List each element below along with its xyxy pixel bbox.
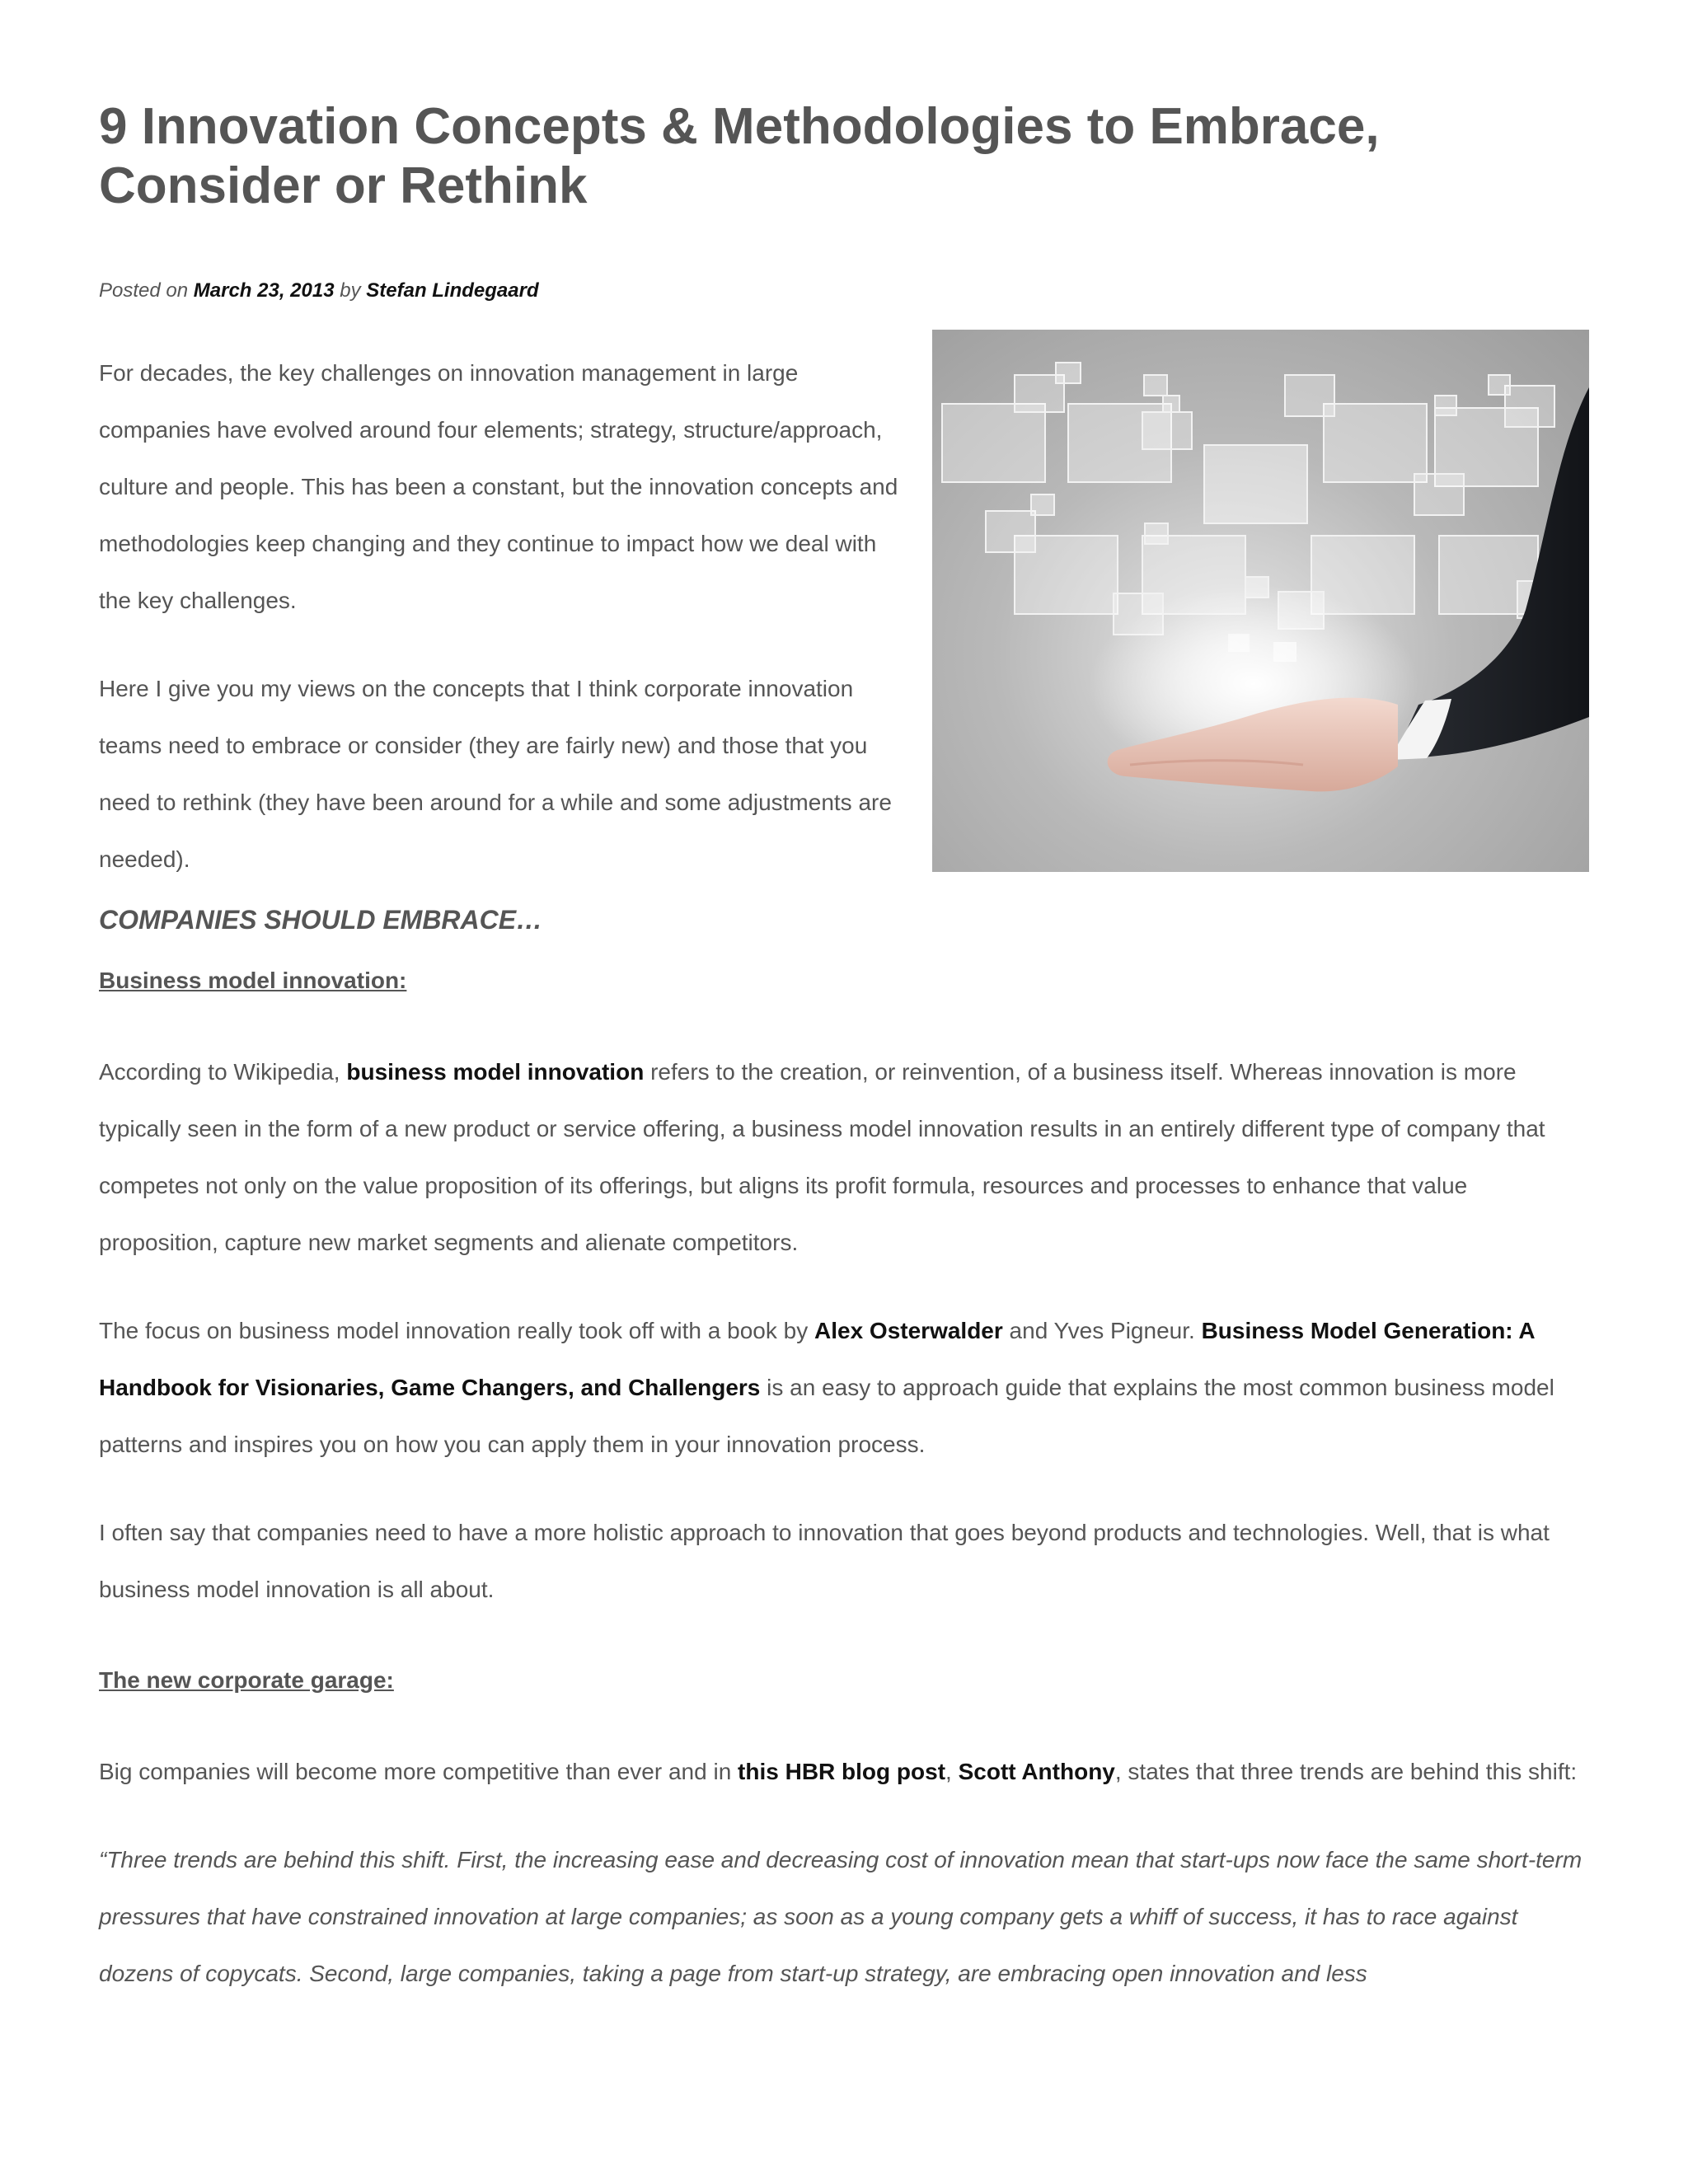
text-run: and Yves Pigneur.: [1002, 1318, 1202, 1343]
hand-screens-illustration: [932, 330, 1589, 872]
hero-image: [932, 330, 1589, 872]
bmi-paragraph-1: [99, 1043, 1589, 1271]
bmi-link[interactable]: business model innovation: [346, 1059, 645, 1085]
text-run: , states that three trends are behind this shift:: [1114, 1759, 1578, 1784]
section-heading-embrace: COMPANIES SHOULD EMBRACE…: [99, 905, 543, 935]
text-run: According to Wikipedia,: [99, 1059, 347, 1085]
posted-on-label: Posted on: [99, 279, 189, 302]
bmi-paragraph-2: [99, 1302, 1589, 1473]
text-run: ,: [945, 1759, 959, 1784]
intro-text: [99, 344, 907, 888]
intro-paragraph-2: Here I give you my views on the concepts that I think corporate innovation teams need to embrace or consider (they are fairly new) and those that you need to rethink (they have been around for a while and some adjustments are needed).: [99, 676, 892, 872]
subheading-corporate-garage: The new corporate garage:: [99, 1667, 394, 1693]
post-author[interactable]: Stefan Lindegaard: [366, 279, 539, 302]
book-link[interactable]: Business Model Generation: A Handbook for Visionaries, Game Changers, and Challengers: [99, 1318, 1535, 1400]
text-run: Big companies will become more competitive than ever and in: [99, 1759, 738, 1784]
scott-anthony-link[interactable]: Scott Anthony: [958, 1759, 1115, 1784]
article-body: [99, 963, 1589, 2002]
intro-paragraph-1: For decades, the key challenges on innovation management in large companies have evolved around four elements; strategy, structure/approach, culture and people. This has been a constant, but the innovation concepts and methodologies keep changing and they continue to impact how we deal with the key challenges.: [99, 360, 898, 613]
hbr-blog-link[interactable]: this HBR blog post: [738, 1759, 946, 1784]
post-date[interactable]: March 23, 2013: [193, 279, 335, 302]
garage-quote: “Three trends are behind this shift. First, the increasing ease and decreasing cost of innovation mean that start-ups now face the same short-term pressures that have constrained innovation at large companies; as soon as a young company gets a whiff of success, it has to race against dozens of copycats. Second, large companies, taking a page from start-up strategy, are embracing open innovation and less: [99, 1847, 1582, 1986]
garage-paragraph-1: [99, 1743, 1589, 1800]
post-meta: [99, 279, 539, 303]
article-title: 9 Innovation Concepts & Methodologies to Embrace, Consider or Rethink: [99, 98, 1380, 214]
osterwalder-link[interactable]: Alex Osterwalder: [814, 1318, 1003, 1343]
text-run: The focus on business model innovation really took off with a book by: [99, 1318, 814, 1343]
by-label: by: [340, 279, 361, 302]
text-run: refers to the creation, or reinvention, of a business itself. Whereas innovation is more typically seen in the form of a new product or service offering, a business model innovation results in an entirely different type of company that competes not only on the value proposition of its offerings, but aligns its profit formula, resources and processes to enhance that value proposition, capture new market segments and alienate competitors.: [99, 1059, 1545, 1255]
text-run: is an easy to approach guide that explains the most common business model patterns and inspires you on how you can apply them in your innovation process.: [99, 1375, 1554, 1457]
bmi-paragraph-3: I often say that companies need to have a more holistic approach to innovation that goes beyond products and technologies. Well, that is what business model innovation is all about.: [99, 1520, 1550, 1602]
subheading-business-model-innovation: Business model innovation:: [99, 968, 407, 993]
